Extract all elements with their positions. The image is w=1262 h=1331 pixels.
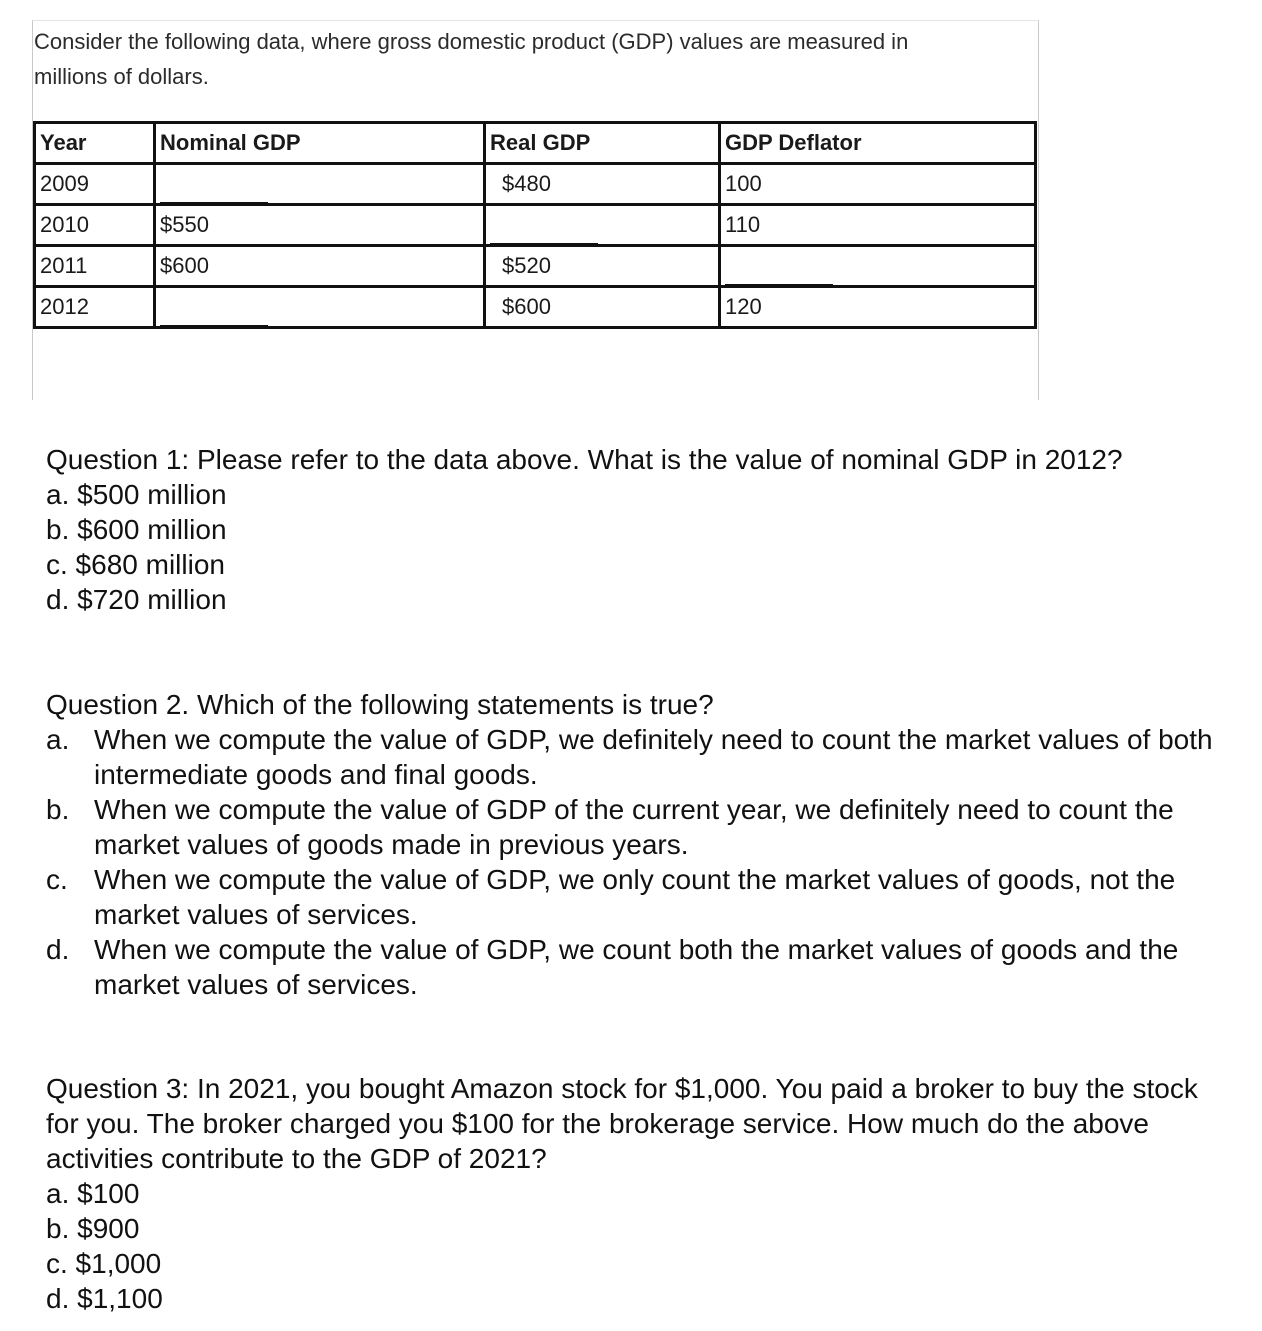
option-text: When we compute the value of GDP, we definitely need to count the market values of both intermediate goods and final goods. [94, 724, 1213, 790]
cell-deflator-blank [720, 246, 1036, 287]
header-real-gdp: Real GDP [485, 123, 720, 164]
gdp-table [33, 121, 1037, 329]
table-header-row [35, 123, 1036, 164]
cell-nominal-blank [155, 287, 485, 328]
option-a [46, 722, 1226, 792]
cell-real: $600 [485, 287, 720, 328]
cell-year: 2011 [35, 246, 155, 287]
table-row [35, 205, 1036, 246]
cell-deflator: 120 [720, 287, 1036, 328]
option-d: d. $1,100 [46, 1283, 163, 1314]
option-c: c. $680 million [46, 549, 225, 580]
option-b [46, 792, 1226, 862]
option-a: a. $100 [46, 1178, 140, 1209]
question-2-text: Question 2. Which of the following statements is true? [46, 689, 714, 720]
option-d: d. $720 million [46, 584, 227, 615]
question-1 [46, 442, 1123, 617]
option-marker: d. [46, 934, 70, 965]
header-gdp-deflator: GDP Deflator [720, 123, 1036, 164]
cell-real: $480 [485, 164, 720, 205]
cell-nominal-blank [155, 164, 485, 205]
cell-nominal: $550 [155, 205, 485, 246]
option-marker: c. [46, 864, 68, 895]
option-c [46, 862, 1226, 932]
option-marker: b. [46, 794, 70, 825]
cell-year: 2012 [35, 287, 155, 328]
intro-line-1: Consider the following data, where gross domestic product (GDP) values are measured in [34, 29, 909, 54]
option-marker: a. [46, 724, 70, 755]
header-year: Year [35, 123, 155, 164]
option-text: When we compute the value of GDP of the current year, we definitely need to count the market values of goods made in previous years. [94, 794, 1174, 860]
question-1-options [46, 477, 1123, 617]
option-c: c. $1,000 [46, 1248, 162, 1279]
cell-real-blank [485, 205, 720, 246]
table-row [35, 287, 1036, 328]
option-d [46, 932, 1226, 1002]
cell-real: $520 [485, 246, 720, 287]
header-nominal-gdp: Nominal GDP [155, 123, 485, 164]
table-row [35, 246, 1036, 287]
cell-year: 2010 [35, 205, 155, 246]
option-text: When we compute the value of GDP, we count both the market values of goods and the market values of services. [94, 934, 1179, 1000]
question-3 [46, 1071, 1226, 1316]
question-2-options [46, 722, 1226, 1002]
answer-blank [725, 270, 833, 285]
cell-deflator: 110 [720, 205, 1036, 246]
option-a: a. $500 million [46, 479, 227, 510]
intro-text [34, 24, 1034, 94]
option-text: When we compute the value of GDP, we only count the market values of goods, not the market values of services. [94, 864, 1176, 930]
option-b: b. $600 million [46, 514, 227, 545]
question-3-options [46, 1176, 1226, 1316]
cell-nominal: $600 [155, 246, 485, 287]
question-2 [46, 687, 1226, 1002]
table-row [35, 164, 1036, 205]
answer-blank [490, 229, 598, 244]
cell-deflator: 100 [720, 164, 1036, 205]
cell-year: 2009 [35, 164, 155, 205]
option-b: b. $900 [46, 1213, 140, 1244]
answer-blank [160, 311, 268, 326]
intro-line-2: millions of dollars. [34, 64, 209, 89]
question-1-text: Question 1: Please refer to the data above. What is the value of nominal GDP in 2012? [46, 444, 1123, 475]
answer-blank [160, 188, 268, 203]
question-3-text: Question 3: In 2021, you bought Amazon stock for $1,000. You paid a broker to buy the stock for you. The broker charged you $100 for the brokerage service. How much do the above activities contribute to the GDP of 2021? [46, 1073, 1198, 1174]
